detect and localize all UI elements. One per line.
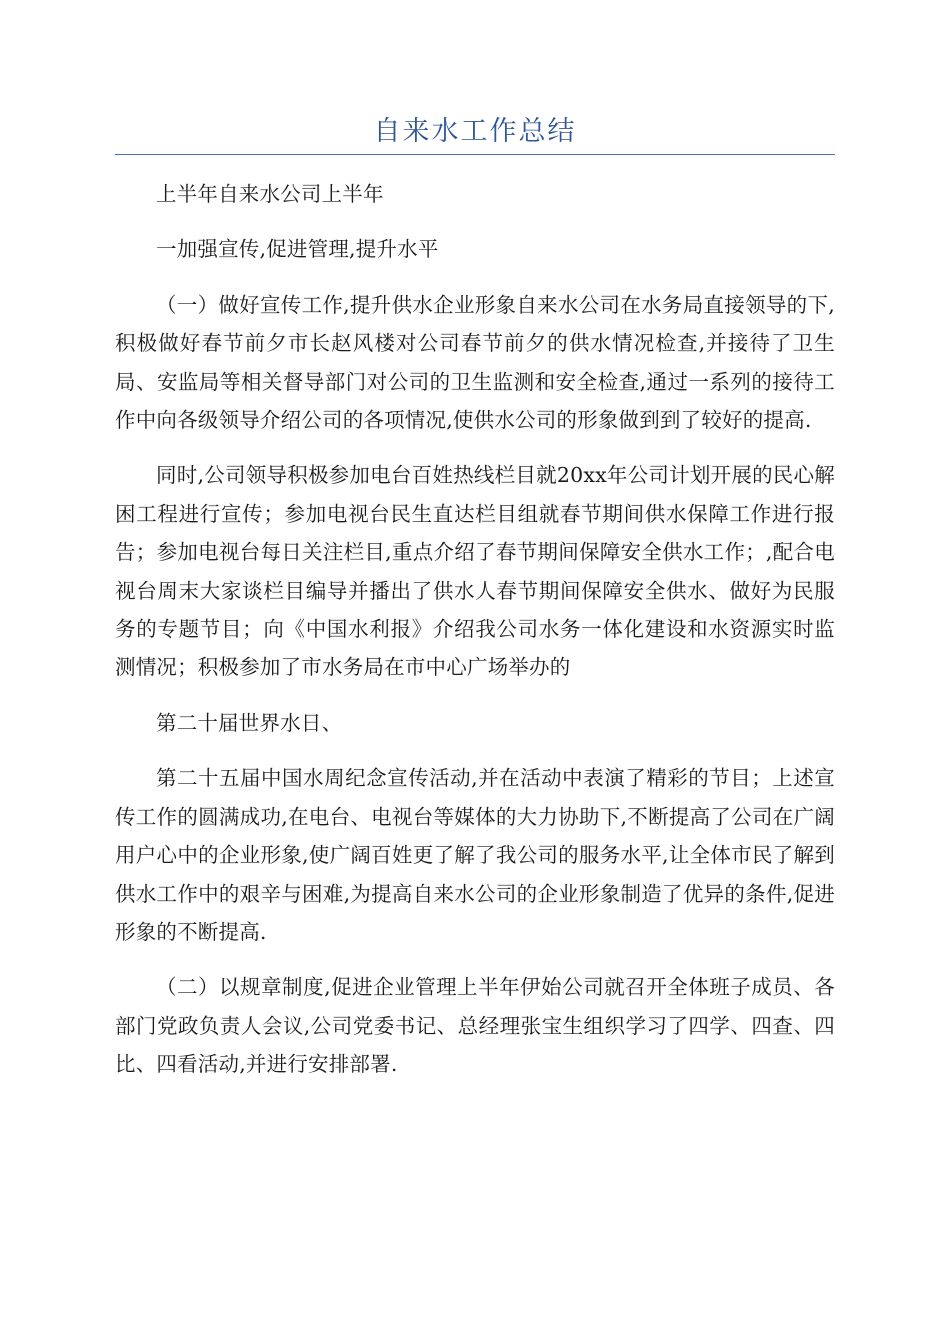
document-body — [115, 175, 835, 1101]
paragraph-regulations: （二）以规章制度,促进企业管理上半年伊始公司就召开全体班子成员、各部门党政负责人会议,公司党委书记、总经理张宝生组织学习了四学、四查、四比、四看活动,并进行安排部署. — [115, 975, 835, 1077]
title-underline — [115, 154, 835, 155]
paragraph-media: 同时,公司领导积极参加电台百姓热线栏目就20xx年公司计划开展的民心解困工程进行宣传；参加电视台民生直达栏目组就春节期间供水保障工作进行报告；参加电视台每日关注栏目,重点介绍了春节期间保障安全供水工作；,配合电视台周末大家谈栏目编导并播出了供水人春节期间保障安全供水、做好为民服务的专题节目；向《中国水利报》介绍我公司水务一体化建设和水资源实时监测情况；积极参加了市水务局在市中心广场举办的 — [115, 463, 835, 680]
paragraph-intro: 上半年自来水公司上半年 — [156, 182, 384, 206]
paragraph-publicity: （一）做好宣传工作,提升供水企业形象自来水公司在水务局直接领导的下,积极做好春节前夕市长赵风楼对公司春节前夕的供水情况检查,并接待了卫生局、安监局等相关督导部门对公司的卫生监测和安全检查,通过一系列的接待工作中向各级领导介绍公司的各项情况,使供水公司的形象做到到了较好的提高. — [115, 292, 835, 433]
document-title: 自来水工作总结 — [373, 116, 577, 147]
paragraph-water-day: 第二十届世界水日、 — [156, 710, 343, 735]
paragraph-heading-1: 一加强宣传,促进管理,提升水平 — [156, 237, 439, 262]
paragraph-water-week: 第二十五届中国水周纪念宣传活动,并在活动中表演了精彩的节目；上述宣传工作的圆满成功,在电台、电视台等媒体的大力协助下,不断提高了公司在广阔用户心中的企业形象,使广阔百姓更了解了我公司的服务水平,让全体市民了解到供水工作中的艰辛与困难,为提高自来水公司的企业形象制造了优异的条件,促进形象的不断提高. — [115, 766, 835, 944]
